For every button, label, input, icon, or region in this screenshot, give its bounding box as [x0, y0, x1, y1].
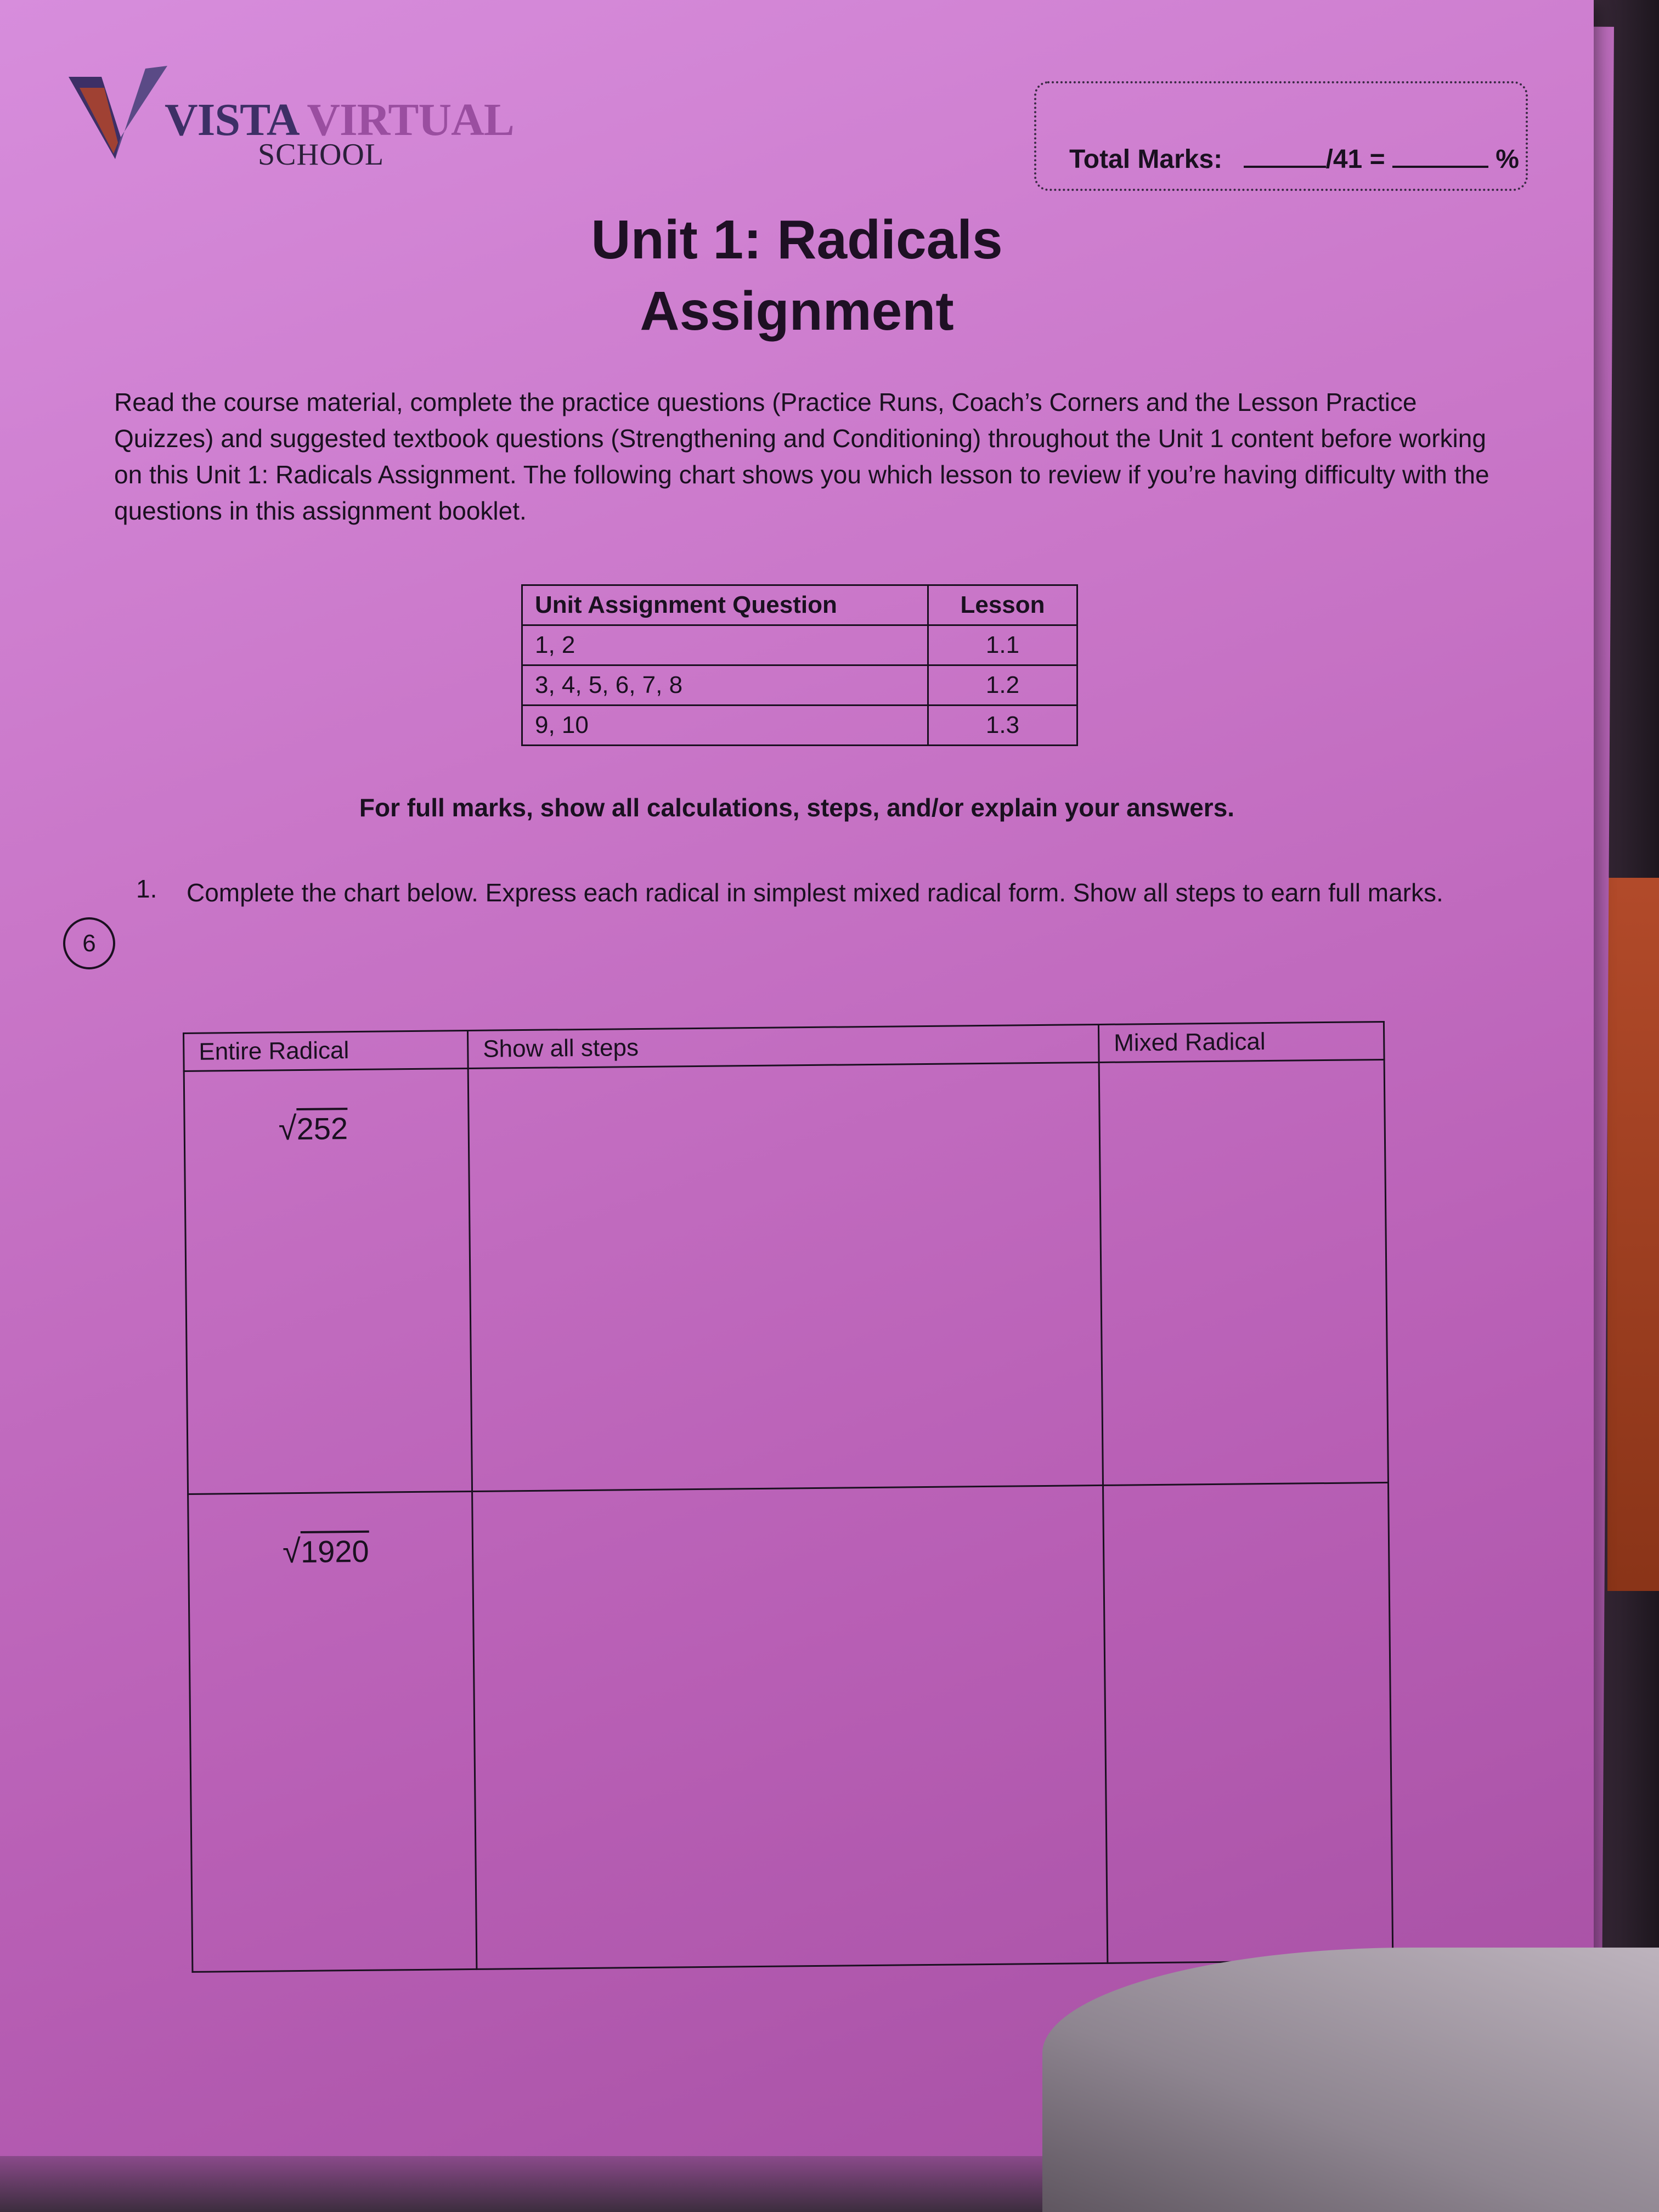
radical-chart [183, 1021, 1393, 1973]
question-number: 1. [136, 874, 157, 903]
percent-blank[interactable] [1392, 144, 1488, 168]
table-cell: 1.1 [928, 625, 1077, 665]
entire-radical-cell [184, 1069, 472, 1494]
table-row [522, 665, 1077, 706]
steps-cell[interactable] [468, 1062, 1103, 1491]
logo-word-virtual: VIRTUAL [307, 94, 514, 145]
background-object [1607, 878, 1659, 1591]
column-header: Unit Assignment Question [522, 585, 928, 625]
total-marks-label: Total Marks: [1069, 145, 1223, 174]
percent-symbol: % [1496, 145, 1519, 174]
total-marks-box [1034, 81, 1528, 191]
radical-expression [278, 1111, 348, 1146]
full-marks-note: For full marks, show all calculations, steps, and/or explain your answers. [359, 793, 1235, 822]
question-marks-circle: 6 [63, 917, 115, 969]
page-title: Unit 1: Radicals [591, 209, 1003, 270]
column-header: Lesson [928, 585, 1077, 625]
table-row [522, 625, 1077, 665]
table-cell: 3, 4, 5, 6, 7, 8 [522, 665, 928, 706]
radicand: 1920 [301, 1531, 369, 1569]
logo-word-vista: VISTA [165, 94, 297, 145]
mixed-radical-cell[interactable] [1103, 1482, 1393, 1963]
lesson-reference-table [521, 584, 1078, 746]
table-row [522, 706, 1077, 746]
radical-sign: √ [282, 1532, 301, 1570]
table-row [188, 1482, 1393, 1972]
steps-cell[interactable] [472, 1485, 1108, 1969]
radical-sign: √ [278, 1110, 297, 1147]
table-row [184, 1059, 1388, 1494]
page-subtitle: Assignment [640, 280, 954, 342]
table-cell: 9, 10 [522, 706, 928, 746]
mixed-radical-cell[interactable] [1099, 1059, 1388, 1485]
logo-subtitle: SCHOOL [258, 138, 385, 172]
radicand: 252 [296, 1108, 348, 1146]
intro-paragraph: Read the course material, complete the practice questions (Practice Runs, Coach’s Corners and the Lesson Practice Quizzes) and suggested textbook questions (Strengthening and Conditioning) throughout the Unit 1 content before working on this Unit 1: Radicals Assignment. The following chart shows you which lesson to review if you’re having difficulty with the questions in this assignment booklet. [114, 388, 1489, 525]
entire-radical-cell [188, 1491, 477, 1972]
table-cell: 1.2 [928, 665, 1077, 706]
total-marks-line [1069, 144, 1519, 174]
table-cell: 1, 2 [522, 625, 928, 665]
score-blank[interactable] [1244, 144, 1326, 168]
column-header: Show all steps [467, 1024, 1099, 1068]
column-header: Entire Radical [184, 1031, 469, 1071]
v-checkmark-icon [63, 55, 173, 165]
radical-expression [283, 1534, 369, 1570]
table-cell: 1.3 [928, 706, 1077, 746]
school-logo [63, 55, 514, 181]
column-header: Mixed Radical [1098, 1022, 1384, 1062]
fabric-corner [1042, 1948, 1659, 2212]
table-header-row [522, 585, 1077, 625]
question-text: Complete the chart below. Express each radical in simplest mixed radical form. Show all steps to earn full marks. [187, 878, 1443, 907]
total-marks-out-of: /41 = [1325, 145, 1385, 174]
